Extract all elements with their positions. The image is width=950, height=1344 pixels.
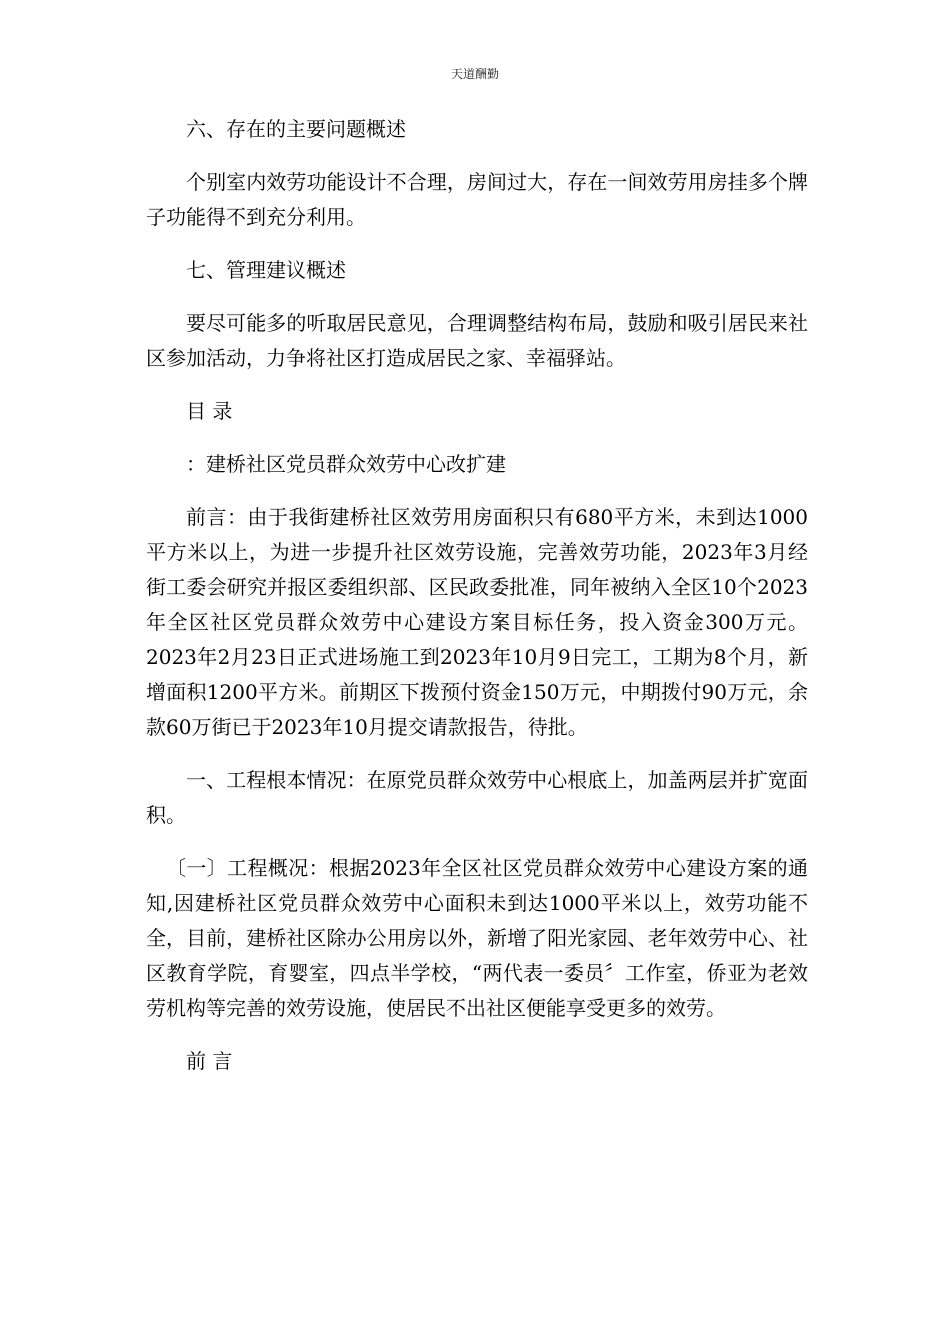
section-heading-7: 七、管理建议概述: [186, 258, 346, 282]
document-body: [146, 112, 808, 1097]
preface-heading: 前 言: [186, 1049, 233, 1073]
section-heading-6: 六、存在的主要问题概述: [186, 117, 406, 141]
paragraph-preface: 前言：由于我街建桥社区效劳用房面积只有680平方米，未到达1000平方米以上，为进一步提升社区效劳设施，完善效劳功能，2023年3月经街工委会研究并报区委组织部、区民政委批准，同年被纳入全区10个2023年全区社区党员群众效劳中心建设方案目标任务，投入资金300万元。2023年2月23日正式进场施工到2023年10月9日完工，工期为8个月，新增面积1200平方米。前期区下拨预付资金150万元，中期拨付90万元，余款60万街已于2023年10月提交请款报告，待批。: [146, 505, 808, 739]
paragraph-suggestions: 要尽可能多的听取居民意见，合理调整结构布局，鼓励和吸引居民来社区参加活动，力争将社区打造成居民之家、幸福驿站。: [146, 311, 808, 370]
paragraph-project-basics: 一、工程根本情况：在原党员群众效劳中心根底上，加盖两层并扩宽面积。: [146, 768, 808, 827]
paragraph-project-overview: 〔一〕工程概况：根据2023年全区社区党员群众效劳中心建设方案的通知,因建桥社区党员群众效劳中心面积未到达1000平米以上，效劳功能不全，目前，建桥社区除办公用房以外，新增了阳光家园、老年效劳中心、社区教育学院，育婴室，四点半学校，“两代表一委员〞工作室，侨亚为老效劳机构等完善的效劳设施，使居民不出社区便能享受更多的效劳。: [146, 856, 808, 1020]
paragraph-problems: 个别室内效劳功能设计不合理，房间过大，存在一间效劳用房挂多个牌子功能得不到充分利用。: [146, 170, 808, 229]
toc-heading: 目 录: [186, 399, 233, 423]
page-header: 天道酬勤: [450, 67, 499, 81]
subject-line: ：建桥社区党员群众效劳中心改扩建: [186, 452, 506, 476]
